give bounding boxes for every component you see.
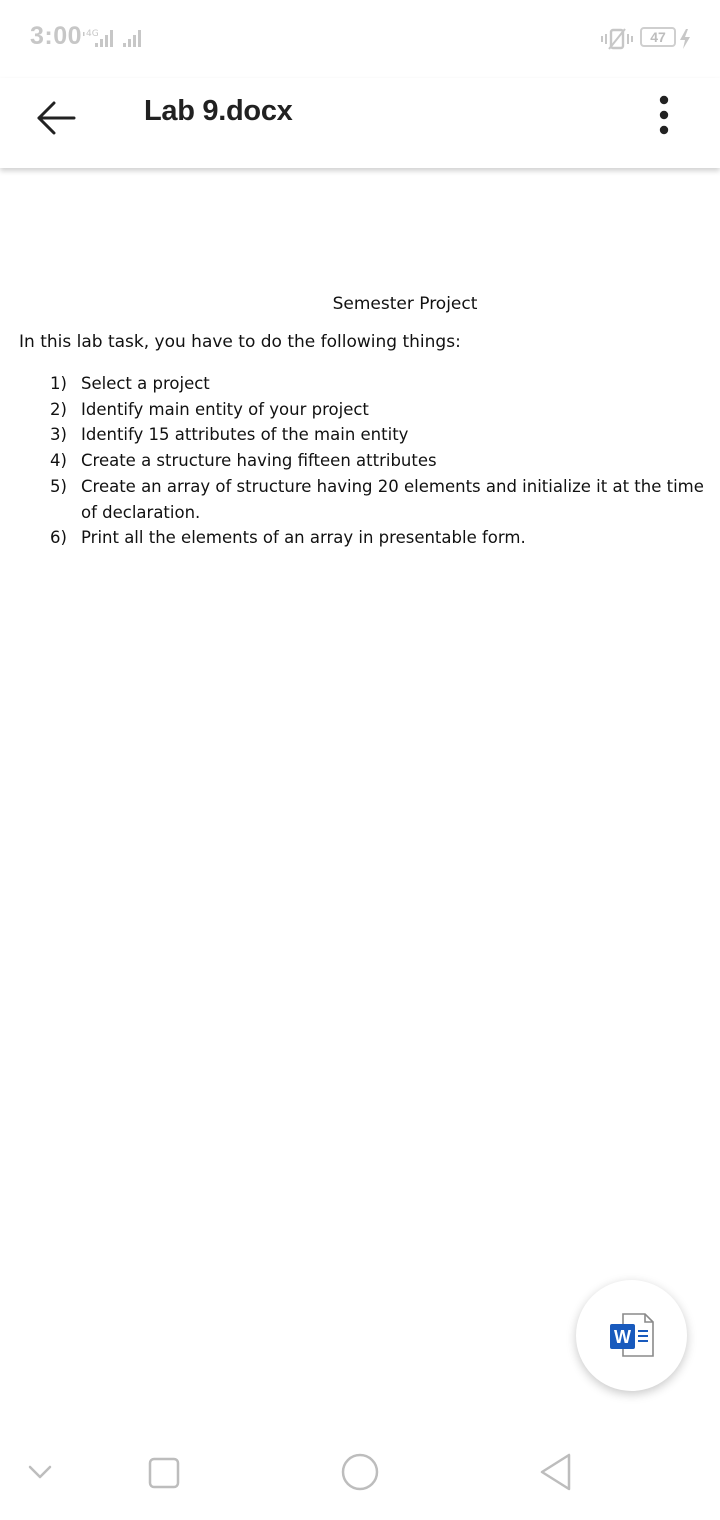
network-type-label: 4G	[86, 29, 99, 39]
document-heading: Semester Project	[332, 294, 478, 314]
chevron-down-icon	[24, 1456, 56, 1488]
charging-icon	[679, 29, 691, 49]
back-arrow-icon	[30, 92, 82, 144]
battery-level: 47	[640, 27, 676, 47]
list-item-text: Create an array of structure having 20 elements and initialize it at the time of declaration.	[81, 476, 704, 522]
back-button[interactable]	[30, 92, 82, 144]
word-icon-letter: W	[614, 1327, 631, 1347]
list-item-text: Print all the elements of an array in presentable form.	[81, 528, 526, 548]
list-item	[50, 474, 715, 525]
list-item	[50, 371, 715, 397]
document-intro: In this lab task, you have to do the following things:	[19, 332, 461, 352]
document-view[interactable]	[0, 168, 720, 1428]
list-item-text: Select a project	[81, 374, 210, 393]
more-options-button[interactable]	[645, 92, 685, 144]
list-item-number: 4)	[50, 451, 67, 471]
home-icon	[339, 1451, 381, 1493]
list-item-text: Identify 15 attributes of the main entity	[81, 425, 409, 445]
list-item	[50, 448, 715, 474]
list-item-number: 3)	[50, 425, 67, 445]
home-button[interactable]	[339, 1451, 381, 1493]
status-time: 3:00	[30, 22, 83, 50]
word-icon	[609, 1312, 655, 1358]
list-item	[50, 397, 715, 423]
signal-icon	[83, 28, 153, 50]
list-item-number: 1)	[50, 374, 67, 393]
recents-button[interactable]	[146, 1455, 182, 1491]
document-title: Lab 9.docx	[144, 95, 293, 127]
list-item-number: 6)	[50, 528, 67, 548]
list-item-text: Identify main entity of your project	[81, 399, 369, 419]
list-item-text: Create a structure having fifteen attributes	[81, 451, 437, 471]
app-bar	[0, 78, 720, 168]
list-item-number: 5)	[50, 476, 67, 496]
vibrate-icon	[601, 27, 635, 51]
more-vert-icon	[645, 92, 685, 144]
status-bar	[0, 0, 720, 78]
collapse-nav-button[interactable]	[24, 1456, 56, 1488]
nav-back-button[interactable]	[536, 1452, 576, 1492]
recents-icon	[146, 1455, 182, 1491]
back-icon	[536, 1452, 576, 1492]
open-in-word-button[interactable]	[576, 1280, 687, 1391]
task-list	[50, 371, 715, 551]
list-item-number: 2)	[50, 399, 67, 419]
list-item	[50, 525, 715, 551]
list-item	[50, 422, 715, 448]
navigation-bar	[0, 1428, 720, 1520]
